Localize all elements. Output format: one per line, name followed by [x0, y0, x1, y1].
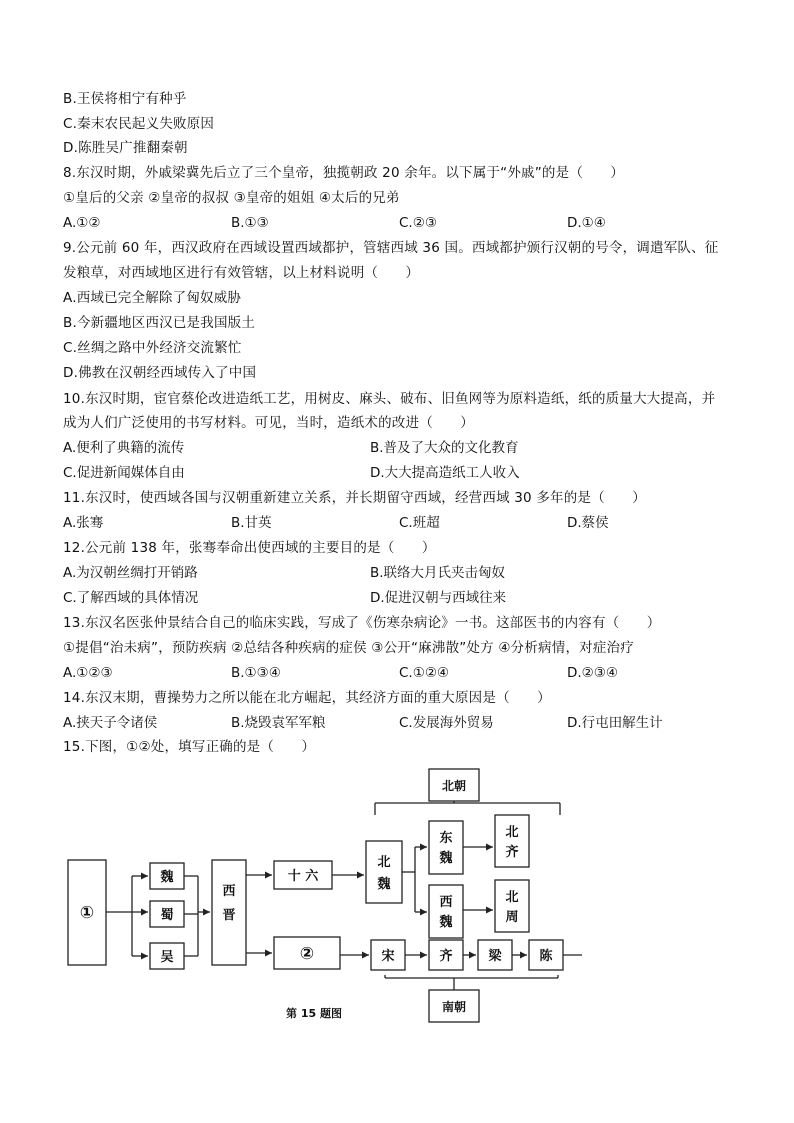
- xiwei-label-1: 西: [439, 895, 453, 910]
- chen-label: 陈: [539, 949, 553, 964]
- question-8-statements: ①皇后的父亲 ②皇帝的叔叔 ③皇帝的姐姐 ④太后的兄弟: [63, 190, 400, 206]
- xiwei-label-2: 魏: [439, 915, 453, 930]
- wu-label: 吴: [160, 950, 174, 965]
- q12-option-d: D.促进汉朝与西域往来: [370, 590, 507, 606]
- question-9-line2: 发粮草，对西域地区进行有效管辖，以上材料说明（ ）: [63, 265, 420, 281]
- q7-option-b: B.王侯将相宁有种乎: [63, 91, 187, 107]
- q13-option-d: D.②③④: [567, 665, 618, 681]
- q8-option-d: D.①④: [567, 215, 606, 231]
- q10-option-a: A.便利了典籍的流传: [63, 440, 185, 456]
- shu-label: 蜀: [160, 908, 174, 923]
- question-15: 15.下图，①②处，填写正确的是（ ）: [63, 739, 316, 755]
- question-10-line1: 10.东汉时期，宦官蔡伦改进造纸工艺，用树皮、麻头、破布、旧鱼网等为原料造纸，纸的质量大大提高，并: [63, 391, 716, 407]
- song-label: 宋: [381, 949, 395, 964]
- q9-option-a: A.西域已完全解除了匈奴威胁: [63, 290, 242, 306]
- beiwei-label-1: 北: [377, 855, 391, 870]
- q7-option-d: D.陈胜吴广推翻秦朝: [63, 140, 188, 156]
- q12-option-b: B.联络大月氏夹击匈奴: [370, 565, 506, 581]
- q13-option-a: A.①②③: [63, 665, 113, 681]
- question-11: 11.东汉时，使西域各国与汉朝重新建立关系，并长期留守西域，经营西域 30 多年的是（ ）: [63, 490, 646, 506]
- beiqi-label-1: 北: [505, 825, 519, 840]
- q11-option-b: B.甘英: [231, 515, 272, 531]
- q14-option-b: B.烧毁袁军军粮: [231, 715, 326, 731]
- q14-option-a: A.挟天子令诸侯: [63, 715, 158, 731]
- nanchao-label: 南朝: [441, 1000, 467, 1014]
- sixteen-kingdoms-label: 十 六: [287, 869, 319, 884]
- q11-option-a: A.张骞: [63, 515, 104, 531]
- q10-option-c: C.促进新闻媒体自由: [63, 465, 185, 481]
- q9-option-b: B.今新疆地区西汉已是我国版土: [63, 315, 256, 331]
- question-13-statements: ①提倡“治未病”，预防疾病 ②总结各种疾病的症侯 ③公开“麻沸散”处方 ④分析病情，对症治疗: [63, 640, 634, 656]
- qi-label: 齐: [439, 949, 453, 964]
- beizhou-label-2: 周: [505, 910, 519, 925]
- q8-option-c: C.②③: [399, 215, 437, 231]
- question-9-line1: 9.公元前 60 年，西汉政府在西域设置西域都护，管辖西域 36 国。西域都护颁行汉朝的号令，调遣军队、征: [63, 240, 719, 256]
- liang-label: 梁: [488, 949, 502, 964]
- question-10-line2: 成为人们广泛使用的书写材料。可见，当时，造纸术的改进（ ）: [63, 415, 474, 431]
- q14-option-c: C.发展海外贸易: [399, 715, 494, 731]
- q9-option-d: D.佛教在汉朝经西域传入了中国: [63, 365, 257, 381]
- beiqi-label-2: 齐: [505, 845, 519, 860]
- q13-option-b: B.①③④: [231, 665, 281, 681]
- q8-option-b: B.①③: [231, 215, 269, 231]
- box-1-label: ①: [79, 903, 95, 923]
- q9-option-c: C.丝绸之路中外经济交流繁忙: [63, 340, 242, 356]
- dongwei-label-1: 东: [439, 831, 453, 846]
- beichao-label: 北朝: [441, 779, 467, 793]
- q13-option-c: C.①②④: [399, 665, 450, 681]
- question-8: 8.东汉时期，外戚梁冀先后立了三个皇帝，独揽朝政 20 余年。以下属于“外戚”的是（ ）: [63, 165, 625, 181]
- q14-option-d: D.行屯田解生计: [567, 715, 663, 731]
- q10-option-b: B.普及了大众的文化教育: [370, 440, 519, 456]
- q11-option-c: C.班超: [399, 515, 440, 531]
- dongwei-label-2: 魏: [439, 851, 453, 866]
- xijin-label-1: 西: [222, 884, 236, 899]
- wei-label: 魏: [160, 870, 174, 885]
- q12-option-c: C.了解西域的具体情况: [63, 590, 199, 606]
- beiwei-label-2: 魏: [377, 877, 391, 892]
- xijin-label-2: 晋: [222, 908, 236, 923]
- figure-caption: 第 15 题图: [286, 1007, 342, 1020]
- q7-option-c: C.秦末农民起义失败原因: [63, 116, 215, 132]
- q10-option-d: D.大大提高造纸工人收入: [370, 465, 520, 481]
- question-13: 13.东汉名医张仲景结合自己的临床实践，写成了《伤寒杂病论》一书。这部医书的内容有（ ）: [63, 615, 661, 631]
- q8-option-a: A.①②: [63, 215, 101, 231]
- question-12: 12.公元前 138 年，张骞奉命出使西域的主要目的是（ ）: [63, 540, 436, 556]
- box-2-label: ②: [299, 944, 315, 964]
- beizhou-label-1: 北: [505, 890, 519, 905]
- q12-option-a: A.为汉朝丝绸打开销路: [63, 565, 198, 581]
- q11-option-d: D.蔡侯: [567, 515, 609, 531]
- question-14: 14.东汉末期，曹操势力之所以能在北方崛起，其经济方面的重大原因是（ ）: [63, 690, 551, 706]
